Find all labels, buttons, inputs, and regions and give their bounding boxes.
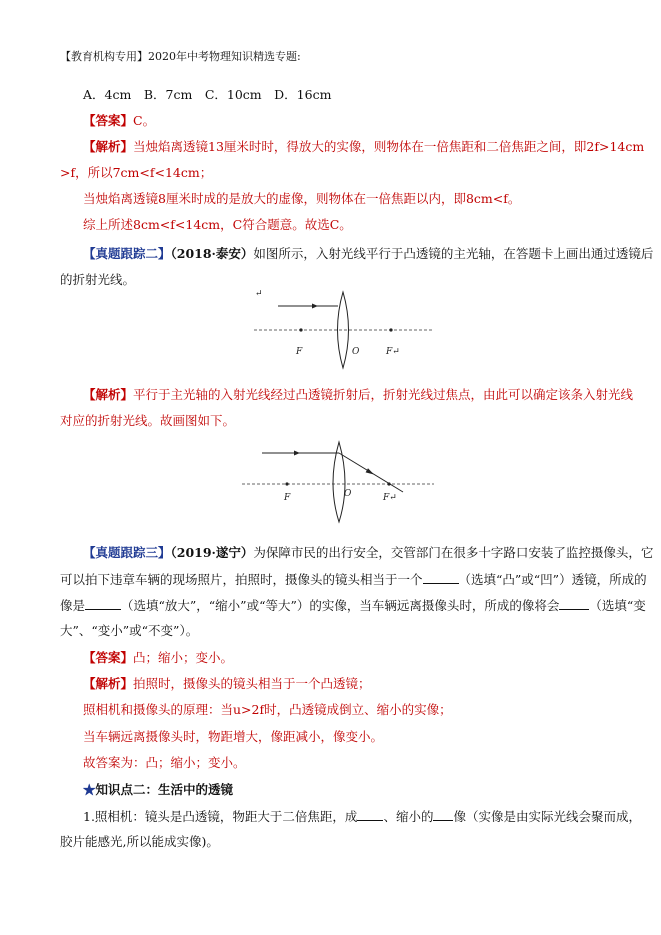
analysis-line (83, 387, 633, 403)
analysis-text: >f，所以7cm<f<14cm； (60, 165, 213, 180)
question-line (60, 571, 647, 588)
analysis-label: 【解析】 (83, 387, 134, 402)
answer-label: 【答案】 (83, 650, 134, 665)
star-icon: ★ (83, 782, 96, 797)
section-title: 知识点二：生活中的透镜 (95, 782, 234, 797)
question-text: 的折射光线。 (60, 272, 136, 287)
answer-text: 凸；缩小；变小。 (133, 650, 234, 665)
question-line (83, 545, 653, 561)
question-text: 为保障市民的出行安全，交管部门在很多十字路口安装了监控摄像头，它 (253, 545, 654, 560)
question-text: （选填“变 (589, 598, 646, 613)
answer-blank (423, 571, 459, 584)
question-text: 可以拍下违章车辆的现场照片，拍照时，摄像头的镜头相当于一个 (60, 572, 423, 587)
analysis-text: 对应的折射光线。故画图如下。 (60, 413, 236, 428)
question-line (60, 597, 646, 614)
answer-blank (433, 808, 453, 821)
analysis-text: 当烛焰离透镜8厘米时成的是放大的虚像，则物体在一倍焦距以内，即8cm<f。 (83, 191, 521, 206)
answer-label: 【答案】 (83, 113, 134, 128)
analysis-text: 当车辆远离摄像头时，物距增大，像距减小，像变小。 (83, 729, 384, 744)
answer-line (83, 113, 155, 129)
analysis-text: 照相机和摄像头的原理：当u>2f时，凸透镜成倒立、缩小的实像； (83, 702, 452, 717)
focus-label-left: F (296, 347, 303, 357)
answer-line (83, 650, 233, 666)
question-text: （选填“放大”，“缩小”或“等大”）的实像，当车辆远离摄像头时，所成的像将会 (121, 598, 560, 613)
question-source: （2018·泰安） (170, 246, 254, 261)
answer-options: A．4cm B．7cm C．10cm D．16cm (83, 87, 332, 102)
lens-diagram-question (250, 290, 440, 370)
body-line (83, 808, 641, 825)
answer-blank (559, 597, 589, 610)
analysis-line (83, 139, 644, 155)
question-text: （选填“凸”或“凹”）透镜，所成的 (458, 572, 647, 587)
body-text: 胶片能感光,所以能成实像)。 (60, 834, 219, 849)
analysis-label: 【解析】 (83, 139, 134, 154)
analysis-text: 故答案为：凸；缩小；变小。 (83, 755, 246, 770)
page-header: 【教育机构专用】2020年中考物理知识精选专题: (60, 50, 301, 63)
analysis-text: 当烛焰离透镜13厘米时时，得放大的实像，则物体在一倍焦距和二倍焦距之间，即2f>14cm (133, 139, 645, 154)
body-text: 像（实像是由实际光线会聚而成， (453, 809, 641, 824)
question-line (83, 246, 653, 262)
svg-text:↵: ↵ (255, 290, 263, 299)
focus-label-left: F (284, 493, 291, 503)
track-label: 【真题跟踪三】 (83, 545, 171, 560)
focus-label-right: F↵ (383, 493, 397, 503)
analysis-text: 综上所述8cm<f<14cm，C符合题意。故选C。 (83, 217, 352, 232)
lens-center-label: O (352, 347, 360, 357)
answer-blank (357, 808, 383, 821)
question-text: 如图所示，入射光线平行于凸透镜的主光轴，在答题卡上画出通过透镜后 (253, 246, 654, 261)
section-heading (83, 782, 233, 798)
analysis-text: 拍照时，摄像头的镜头相当于一个凸透镜； (133, 676, 371, 691)
lens-center-label: O (344, 489, 352, 499)
analysis-text: 平行于主光轴的入射光线经过凸透镜折射后，折射光线过焦点，由此可以确定该条入射光线 (133, 387, 634, 402)
answer-blank (85, 597, 121, 610)
question-text: 像是 (60, 598, 86, 613)
answer-text: C。 (133, 113, 156, 128)
lens-diagram-answer (238, 440, 438, 524)
analysis-line (83, 676, 371, 692)
question-text: 大”、“变小”或“不变”）。 (60, 623, 199, 638)
track-label: 【真题跟踪二】 (83, 246, 171, 261)
body-text: 、缩小的 (383, 809, 434, 824)
analysis-label: 【解析】 (83, 676, 134, 691)
focus-label-right: F↵ (386, 347, 400, 357)
question-source: （2019·遂宁） (170, 545, 254, 560)
body-text: 1.照相机：镜头是凸透镜，物距大于二倍焦距，成 (83, 809, 358, 824)
